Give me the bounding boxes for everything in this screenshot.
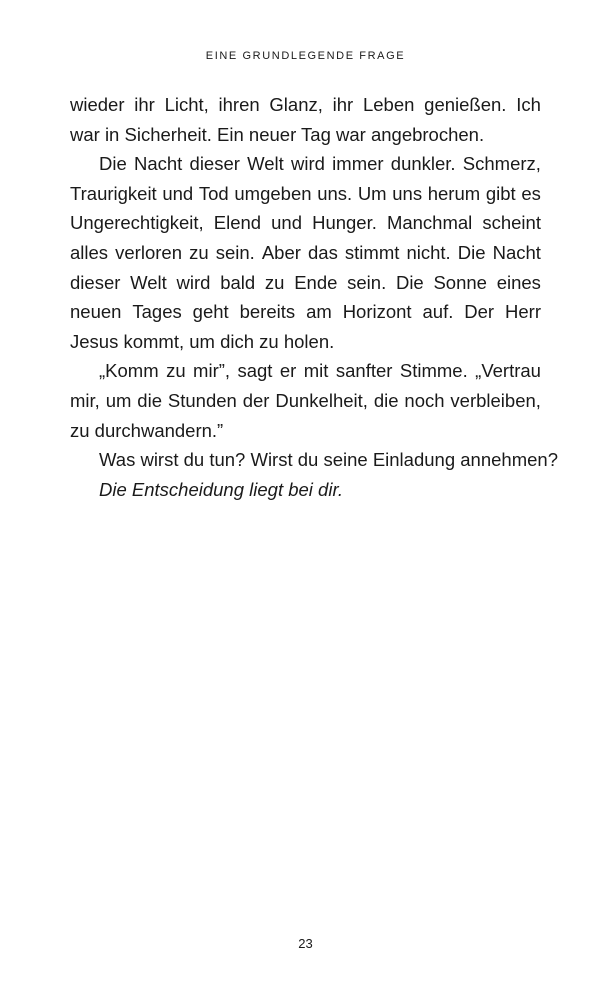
- paragraph: [70, 90, 541, 149]
- text-line: Jesus kommt, um dich zu holen.: [70, 330, 335, 352]
- text-line: Ungerechtigkeit, Elend und Hunger. Manchmal scheint: [70, 212, 541, 234]
- text-line: Was wirst du tun? Wirst du seine Einladung annehmen?: [99, 449, 558, 471]
- text-line: dieser Welt wird bald zu Ende sein. Die Sonne eines: [70, 271, 541, 293]
- text-line: Traurigkeit und Tod umgeben uns. Um uns herum gibt es: [70, 182, 541, 204]
- text-line: Die Entscheidung liegt bei dir.: [99, 478, 344, 500]
- paragraph: [70, 149, 541, 356]
- text-line: alles verloren zu sein. Aber das stimmt nicht. Die Nacht: [70, 241, 541, 263]
- running-header: EINE GRUNDLEGENDE FRAGE: [205, 50, 406, 62]
- paragraph: [70, 356, 541, 445]
- text-line: neuen Tages geht bereits am Horizont auf. Der Herr: [70, 301, 541, 323]
- text-line: „Komm zu mir”, sagt er mit sanfter Stimme. „Vertrau: [99, 360, 541, 382]
- text-line: zu durchwandern.”: [70, 419, 224, 441]
- text-line: mir, um die Stunden der Dunkelheit, die noch verbleiben,: [70, 389, 541, 411]
- text-line: war in Sicherheit. Ein neuer Tag war angebrochen.: [70, 123, 485, 145]
- text-line: wieder ihr Licht, ihren Glanz, ihr Leben genießen. Ich: [70, 94, 541, 115]
- body-text: [70, 90, 558, 504]
- text-line: Die Nacht dieser Welt wird immer dunkler. Schmerz,: [99, 153, 541, 175]
- paragraph: [70, 445, 558, 475]
- paragraph: [70, 475, 541, 505]
- page-number: 23: [298, 936, 313, 951]
